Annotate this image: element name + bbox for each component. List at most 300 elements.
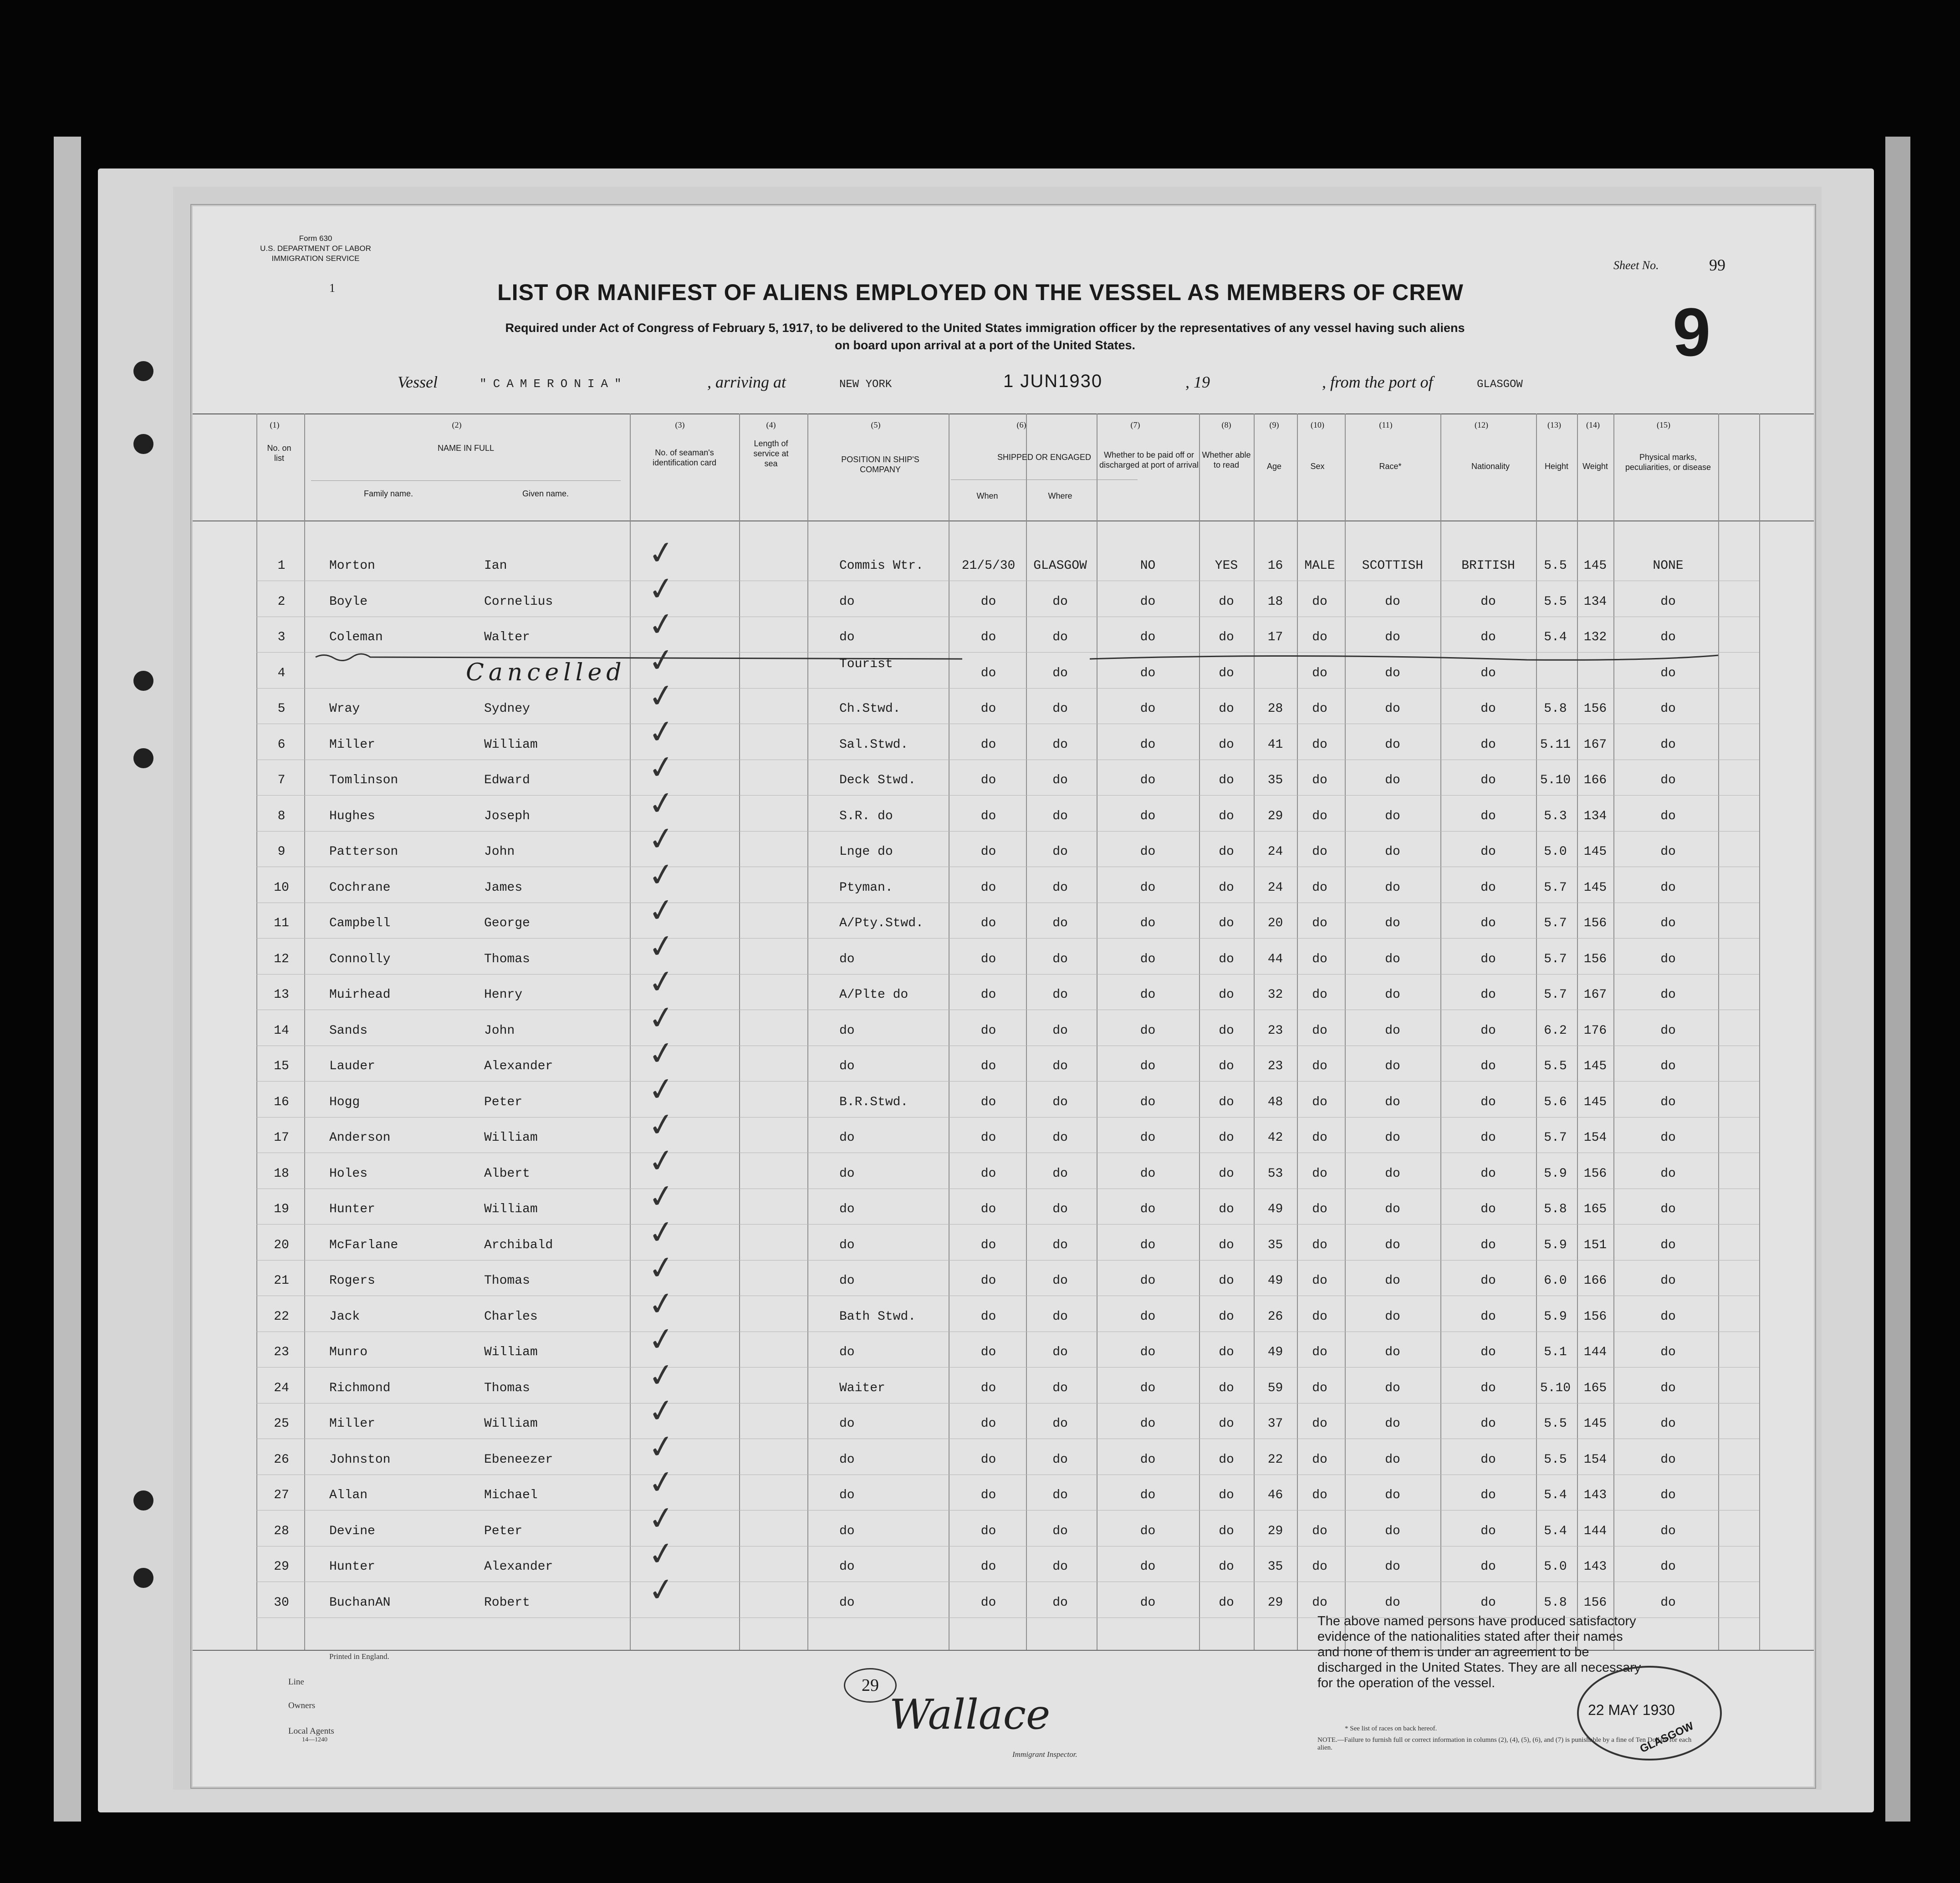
- cell-race: do: [1385, 594, 1400, 609]
- cell-when: do: [980, 809, 996, 823]
- col-head-weight: Weight: [1582, 462, 1608, 471]
- cell-read: do: [1219, 1166, 1234, 1181]
- col-head-position: POSITION IN SHIP'S COMPANY: [841, 455, 919, 474]
- cell-no: 11: [274, 916, 289, 930]
- cell-given: George: [484, 916, 530, 930]
- column-number: (6): [1016, 420, 1026, 429]
- cell-height: 5.5: [1544, 1417, 1567, 1431]
- id-check-mark: ✓: [645, 854, 678, 895]
- cell-read: do: [1219, 916, 1234, 930]
- cell-when: do: [980, 1274, 996, 1288]
- cell-no: 19: [274, 1202, 289, 1216]
- cell-read: do: [1219, 773, 1234, 787]
- cell-paid: do: [1140, 1023, 1156, 1038]
- cell-when: do: [980, 988, 996, 1002]
- cell-height: 5.10: [1540, 1381, 1571, 1395]
- cell-marks: do: [1660, 809, 1676, 823]
- id-check-mark: ✓: [645, 604, 678, 645]
- cell-age: 44: [1267, 952, 1283, 966]
- cell-race: do: [1385, 1131, 1400, 1145]
- cell-position: do: [839, 1274, 855, 1288]
- cell-where: do: [1052, 737, 1068, 752]
- cell-paid: do: [1140, 1345, 1156, 1359]
- cell-paid: do: [1140, 1381, 1156, 1395]
- cell-race: do: [1385, 988, 1400, 1002]
- cell-nat: do: [1480, 880, 1496, 895]
- cell-age: 49: [1267, 1345, 1283, 1359]
- cell-weight: 145: [1583, 1059, 1607, 1073]
- cell-age: 29: [1267, 1595, 1283, 1610]
- col-head-race: Race*: [1379, 462, 1402, 471]
- cell-age: 49: [1267, 1274, 1283, 1288]
- cell-race: do: [1385, 1417, 1400, 1431]
- col-head-family: Family name.: [363, 489, 413, 498]
- cell-age: 35: [1267, 1560, 1283, 1574]
- cell-position: do: [839, 1202, 855, 1216]
- cell-read: do: [1219, 666, 1234, 680]
- cell-family: Miller: [329, 1417, 375, 1431]
- cell-age: 28: [1267, 702, 1283, 716]
- column-rule: [630, 413, 631, 1650]
- cell-height: 5.8: [1544, 1595, 1567, 1610]
- cell-paid: do: [1140, 1595, 1156, 1610]
- cell-when: do: [980, 916, 996, 930]
- punch-hole: [133, 671, 153, 691]
- cell-position: A/Pty.Stwd.: [839, 916, 924, 930]
- cell-given: Cancelled: [466, 658, 626, 686]
- cell-sex: do: [1312, 809, 1327, 823]
- cell-height: 5.11: [1540, 737, 1571, 752]
- cell-sex: do: [1312, 1095, 1327, 1109]
- cell-height: 5.6: [1544, 1095, 1567, 1109]
- cell-marks: do: [1660, 630, 1676, 644]
- cell-when: do: [980, 952, 996, 966]
- id-check-mark: ✓: [645, 1497, 678, 1539]
- cell-height: 5.7: [1544, 952, 1567, 966]
- row-rule: [256, 1224, 1759, 1225]
- cell-no: 9: [277, 845, 286, 859]
- cell-race: do: [1385, 666, 1400, 680]
- column-rule: [1759, 413, 1760, 1650]
- cell-nat: do: [1480, 1524, 1496, 1538]
- cell-age: 18: [1267, 594, 1283, 609]
- cell-race: do: [1385, 1023, 1400, 1038]
- cell-sex: do: [1312, 1595, 1327, 1610]
- id-check-mark: ✓: [645, 890, 678, 931]
- cell-given: William: [484, 1345, 538, 1359]
- cell-family: Hogg: [329, 1095, 360, 1109]
- col-head-when: When: [976, 491, 998, 500]
- cell-when: do: [980, 1417, 996, 1431]
- column-number: (9): [1269, 420, 1279, 429]
- cell-race: do: [1385, 809, 1400, 823]
- vessel-name: "CAMERONIA": [480, 377, 628, 391]
- column-number: (7): [1130, 420, 1140, 429]
- cell-no: 15: [274, 1059, 289, 1073]
- cell-paid: do: [1140, 1059, 1156, 1073]
- cell-height: 5.8: [1544, 702, 1567, 716]
- cell-paid: do: [1140, 737, 1156, 752]
- column-rule: [1199, 413, 1200, 1650]
- cell-age: 24: [1267, 880, 1283, 895]
- id-check-mark: ✓: [645, 1211, 678, 1253]
- cell-age: 20: [1267, 916, 1283, 930]
- cell-paid: do: [1140, 1095, 1156, 1109]
- cell-age: 49: [1267, 1202, 1283, 1216]
- punch-hole: [133, 361, 153, 381]
- col-head-name: NAME IN FULL: [437, 444, 495, 453]
- cell-position: do: [839, 1524, 855, 1538]
- race-footnote: * See list of races on back hereof.: [1345, 1725, 1437, 1732]
- cell-no: 7: [277, 773, 286, 787]
- cell-where: do: [1052, 702, 1068, 716]
- cell-where: do: [1052, 1595, 1068, 1610]
- id-check-mark: ✓: [645, 1104, 678, 1145]
- cell-weight: 143: [1583, 1488, 1607, 1502]
- cell-weight: 144: [1583, 1345, 1607, 1359]
- cell-age: 24: [1267, 845, 1283, 859]
- cell-weight: 156: [1583, 1595, 1607, 1610]
- id-check-mark: ✓: [645, 782, 678, 824]
- row-rule: [256, 831, 1759, 832]
- row-rule: [256, 938, 1759, 939]
- cell-nat: do: [1480, 737, 1496, 752]
- inspector-label: Immigrant Inspector.: [1012, 1750, 1077, 1759]
- cell-read: do: [1219, 1560, 1234, 1574]
- id-check-mark: ✓: [645, 711, 678, 752]
- cell-when: do: [980, 1595, 996, 1610]
- cell-family: Miller: [329, 737, 375, 752]
- cell-weight: 144: [1583, 1524, 1607, 1538]
- cell-marks: do: [1660, 594, 1676, 609]
- cell-given: Alexander: [484, 1059, 553, 1073]
- id-check-mark: ✓: [645, 675, 678, 716]
- cell-marks: do: [1660, 1166, 1676, 1181]
- cell-no: 18: [274, 1166, 289, 1181]
- cell-sex: do: [1312, 1560, 1327, 1574]
- cell-weight: 167: [1583, 737, 1607, 752]
- cell-no: 6: [277, 737, 286, 752]
- cell-family: Jack: [329, 1309, 360, 1324]
- cell-nat: do: [1480, 916, 1496, 930]
- cell-height: 5.7: [1544, 916, 1567, 930]
- cell-given: Joseph: [484, 809, 530, 823]
- id-check-mark: ✓: [645, 1569, 678, 1610]
- cell-given: Walter: [484, 630, 530, 644]
- name-subrule: [311, 480, 621, 481]
- cell-height: 5.1: [1544, 1345, 1567, 1359]
- cell-position: do: [839, 1166, 855, 1181]
- cancel-strike-line: [297, 639, 1832, 675]
- cell-paid: do: [1140, 666, 1156, 680]
- cell-when: do: [980, 1023, 996, 1038]
- column-number: (3): [675, 420, 685, 429]
- cell-weight: 132: [1583, 630, 1607, 644]
- table-top-rule: [193, 413, 1814, 414]
- cell-no: 17: [274, 1131, 289, 1145]
- cell-where: do: [1052, 1023, 1068, 1038]
- cell-read: do: [1219, 630, 1234, 644]
- cell-given: Albert: [484, 1166, 530, 1181]
- column-rule: [807, 413, 808, 1650]
- cell-height: 5.5: [1544, 1059, 1567, 1073]
- cell-no: 26: [274, 1452, 289, 1467]
- cell-no: 1: [277, 559, 286, 573]
- cell-sex: do: [1312, 880, 1327, 895]
- cell-family: Munro: [329, 1345, 368, 1359]
- cell-marks: do: [1660, 1202, 1676, 1216]
- cell-when: do: [980, 845, 996, 859]
- cell-sex: do: [1312, 845, 1327, 859]
- cell-read: do: [1219, 702, 1234, 716]
- cell-given: Archibald: [484, 1238, 553, 1252]
- cell-marks: do: [1660, 666, 1676, 680]
- cell-race: do: [1385, 1095, 1400, 1109]
- cell-sex: do: [1312, 594, 1327, 609]
- cell-marks: do: [1660, 1309, 1676, 1324]
- cell-no: 14: [274, 1023, 289, 1038]
- cell-when: do: [980, 1345, 996, 1359]
- cell-age: 17: [1267, 630, 1283, 644]
- cell-where: do: [1052, 1488, 1068, 1502]
- cell-position: S.R. do: [839, 809, 893, 823]
- id-check-mark: ✓: [645, 1319, 678, 1360]
- cell-no: 24: [274, 1381, 289, 1395]
- cell-given: Alexander: [484, 1560, 553, 1574]
- cell-no: 28: [274, 1524, 289, 1538]
- stamp-date: 22 MAY 1930: [1588, 1702, 1675, 1718]
- cell-weight: 145: [1583, 880, 1607, 895]
- cell-family: Tomlinson: [329, 773, 398, 787]
- cell-position: Bath Stwd.: [839, 1309, 916, 1324]
- id-check-mark: ✓: [645, 1390, 678, 1431]
- cell-paid: do: [1140, 702, 1156, 716]
- id-check-mark: ✓: [645, 1068, 678, 1110]
- cell-race: do: [1385, 880, 1400, 895]
- cell-family: Lauder: [329, 1059, 375, 1073]
- form-header-block: [247, 234, 384, 264]
- cell-when: do: [980, 1488, 996, 1502]
- cell-nat: do: [1480, 1202, 1496, 1216]
- id-check-mark: ✓: [645, 925, 678, 967]
- cell-marks: do: [1660, 1560, 1676, 1574]
- cell-age: 16: [1267, 559, 1283, 573]
- col-head-age: Age: [1266, 462, 1282, 471]
- cell-paid: do: [1140, 1488, 1156, 1502]
- column-number: (5): [871, 420, 881, 429]
- cell-given: Thomas: [484, 1381, 530, 1395]
- cell-given: Thomas: [484, 952, 530, 966]
- cell-height: 5.0: [1544, 845, 1567, 859]
- id-check-mark: ✓: [645, 1354, 678, 1396]
- cell-height: 5.7: [1544, 988, 1567, 1002]
- cell-weight: 165: [1583, 1381, 1607, 1395]
- cell-age: 26: [1267, 1309, 1283, 1324]
- id-check-mark: ✓: [645, 1140, 678, 1181]
- cell-given: Robert: [484, 1595, 530, 1610]
- cell-weight: 143: [1583, 1560, 1607, 1574]
- cell-read: do: [1219, 1238, 1234, 1252]
- cell-position: do: [839, 1059, 855, 1073]
- cell-race: do: [1385, 1202, 1400, 1216]
- cell-read: do: [1219, 1131, 1234, 1145]
- cell-given: Ian: [484, 559, 507, 573]
- departure-port: GLASGOW: [1477, 378, 1523, 391]
- column-number: (13): [1547, 420, 1561, 429]
- inspector-signature: Wallace: [889, 1691, 1051, 1739]
- cell-height: 5.5: [1544, 559, 1567, 573]
- cell-where: do: [1052, 916, 1068, 930]
- cell-sex: do: [1312, 1381, 1327, 1395]
- cell-sex: do: [1312, 1202, 1327, 1216]
- cell-paid: do: [1140, 630, 1156, 644]
- cell-where: do: [1052, 1452, 1068, 1467]
- cell-family: Allan: [329, 1488, 368, 1502]
- cell-given: Charles: [484, 1309, 538, 1324]
- cell-nat: do: [1480, 1023, 1496, 1038]
- col-head-length: Length of service at sea: [753, 439, 789, 468]
- cell-weight: 156: [1583, 916, 1607, 930]
- cell-marks: do: [1660, 1274, 1676, 1288]
- id-check-mark: ✓: [645, 1426, 678, 1467]
- cell-sex: do: [1312, 916, 1327, 930]
- cell-race: SCOTTISH: [1362, 559, 1424, 573]
- cell-sex: do: [1312, 666, 1327, 680]
- cell-age: 23: [1267, 1059, 1283, 1073]
- cell-nat: do: [1480, 702, 1496, 716]
- cell-paid: do: [1140, 1166, 1156, 1181]
- id-check-mark: ✓: [645, 1033, 678, 1074]
- cell-weight: 145: [1583, 1095, 1607, 1109]
- glasgow-stamp: [1577, 1666, 1722, 1761]
- cell-height: 5.10: [1540, 773, 1571, 787]
- cell-age: 37: [1267, 1417, 1283, 1431]
- cell-paid: do: [1140, 880, 1156, 895]
- cell-no: 4: [277, 666, 286, 680]
- cell-race: do: [1385, 1488, 1400, 1502]
- cell-height: 5.7: [1544, 1131, 1567, 1145]
- cell-where: do: [1052, 666, 1068, 680]
- cell-position: do: [839, 1345, 855, 1359]
- cell-nat: do: [1480, 809, 1496, 823]
- cell-position: do: [839, 1452, 855, 1467]
- cell-where: do: [1052, 952, 1068, 966]
- cell-nat: do: [1480, 630, 1496, 644]
- cell-read: do: [1219, 1059, 1234, 1073]
- cell-marks: do: [1660, 1131, 1676, 1145]
- cell-race: do: [1385, 1059, 1400, 1073]
- cell-marks: do: [1660, 952, 1676, 966]
- cell-nat: do: [1480, 1417, 1496, 1431]
- col-head-height: Height: [1544, 462, 1569, 471]
- cell-age: 29: [1267, 809, 1283, 823]
- cell-sex: do: [1312, 1452, 1327, 1467]
- cell-read: do: [1219, 845, 1234, 859]
- cell-no: 3: [277, 630, 286, 644]
- cell-marks: do: [1660, 1023, 1676, 1038]
- id-check-mark: ✓: [645, 1533, 678, 1574]
- cell-no: 27: [274, 1488, 289, 1502]
- big-page-number: 9: [1673, 294, 1711, 370]
- cell-when: do: [980, 702, 996, 716]
- cell-sex: do: [1312, 630, 1327, 644]
- cell-paid: do: [1140, 916, 1156, 930]
- cell-position: Ptyman.: [839, 880, 893, 895]
- cell-nat: BRITISH: [1461, 559, 1515, 573]
- cell-height: 5.5: [1544, 594, 1567, 609]
- page-subtitle: [375, 319, 1595, 354]
- manifest-page: [191, 205, 1815, 1788]
- cell-marks: do: [1660, 1524, 1676, 1538]
- from-port-label: , from the port of: [1322, 373, 1433, 391]
- column-number: (2): [452, 420, 462, 429]
- cell-nat: do: [1480, 1166, 1496, 1181]
- cell-given: John: [484, 1023, 515, 1038]
- cell-height: 5.0: [1544, 1560, 1567, 1574]
- cell-no: 16: [274, 1095, 289, 1109]
- cell-when: do: [980, 880, 996, 895]
- cell-read: do: [1219, 1023, 1234, 1038]
- binder-strip-left: [54, 137, 81, 1822]
- column-number: (15): [1657, 420, 1670, 429]
- cell-marks: do: [1660, 1238, 1676, 1252]
- cell-age: 22: [1267, 1452, 1283, 1467]
- column-number: (1): [270, 420, 280, 429]
- cell-weight: 134: [1583, 594, 1607, 609]
- cell-paid: do: [1140, 1417, 1156, 1431]
- column-number: (11): [1379, 420, 1393, 429]
- col-head-sex: Sex: [1310, 462, 1325, 471]
- cell-sex: MALE: [1304, 559, 1335, 573]
- cell-where: do: [1052, 1095, 1068, 1109]
- col-head-given: Given name.: [522, 489, 569, 498]
- cell-given: John: [484, 845, 515, 859]
- cell-paid: do: [1140, 1452, 1156, 1467]
- id-check-mark: ✓: [645, 639, 678, 681]
- column-number: (4): [766, 420, 776, 429]
- cell-when: do: [980, 594, 996, 609]
- cell-height: 6.0: [1544, 1274, 1567, 1288]
- cell-sex: do: [1312, 737, 1327, 752]
- cell-sex: do: [1312, 1059, 1327, 1073]
- cell-read: do: [1219, 737, 1234, 752]
- cell-when: do: [980, 1095, 996, 1109]
- cell-paid: do: [1140, 773, 1156, 787]
- cell-when: do: [980, 1238, 996, 1252]
- cell-position: do: [839, 952, 855, 966]
- vessel-label: Vessel: [398, 373, 438, 391]
- nationality-certification-note: The above named persons have produced satisfactory evidence of the nationalities stated after their names and none of them is under an agreement to be discharged in the United States. They are all necessary for the operation of the vessel.: [1317, 1614, 1641, 1690]
- cell-read: do: [1219, 809, 1234, 823]
- cell-position: Sal.Stwd.: [839, 737, 909, 752]
- cell-nat: do: [1480, 1309, 1496, 1324]
- cell-where: do: [1052, 1202, 1068, 1216]
- cell-paid: do: [1140, 988, 1156, 1002]
- id-check-mark: ✓: [645, 1247, 678, 1288]
- cell-no: 23: [274, 1345, 289, 1359]
- cell-position: Commis Wtr.: [839, 559, 924, 573]
- col-head-seaman-id: No. of seaman's identification card: [652, 448, 717, 467]
- cell-given: Peter: [484, 1095, 523, 1109]
- cell-family: Anderson: [329, 1131, 391, 1145]
- cell-read: do: [1219, 594, 1234, 609]
- cell-position: Ch.Stwd.: [839, 702, 901, 716]
- cell-when: do: [980, 737, 996, 752]
- cell-age: 29: [1267, 1524, 1283, 1538]
- column-rule: [256, 413, 257, 1650]
- cell-sex: do: [1312, 702, 1327, 716]
- cell-family: Hunter: [329, 1202, 375, 1216]
